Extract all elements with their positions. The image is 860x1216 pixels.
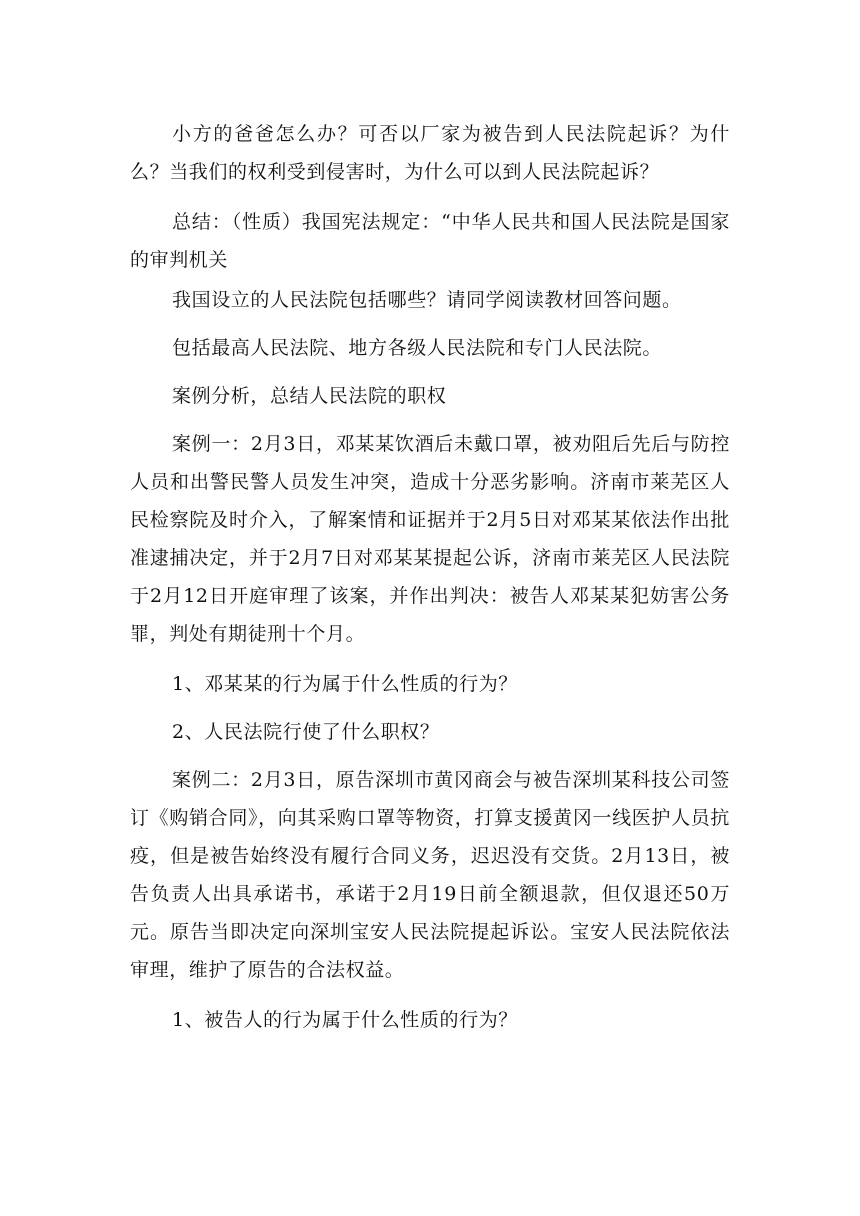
paragraph-case-analysis-heading: 案例分析，总结人民法院的职权: [172, 385, 447, 407]
paragraph-question-intro: 小方的爸爸怎么办？可否以厂家为被告到人民法院起诉？为什么？当我们的权利受到侵害时，为什么可以到人民法院起诉？: [130, 123, 730, 183]
paragraph-case-one-question-1: 1、邓某某的行为属于什么性质的行为？: [172, 673, 518, 695]
paragraph-case-two: 案例二：2月3日，原告深圳市黄冈商会与被告深圳某科技公司签订《购销合同》，向其采购口罩等物资，打算支援黄冈一线医护人员抗疫，但是被告始终没有履行合同义务，迟迟没有交货。2月13日，被告负责人出具承诺书，承诺于2月19日前全额退款，但仅退还50万元。原告当即决定向深圳宝安人民法院提起诉讼。宝安人民法院依法审理，维护了原告的合法权益。: [130, 769, 730, 981]
paragraph-case-one: 案例一：2月3日，邓某某饮酒后未戴口罩，被劝阻后先后与防控人员和出警民警人员发生冲突，造成十分恶劣影响。济南市莱芜区人民检察院及时介入，了解案情和证据并于2月5日对邓某某依法作出批准逮捕决定，并于2月7日对邓某某提起公诉，济南市莱芜区人民法院于2月12日开庭审理了该案，并作出判决：被告人邓某某犯妨害公务罪，判处有期徒刑十个月。: [130, 433, 730, 645]
paragraph-summary: 总结：（性质）我国宪法规定：“中华人民共和国人民法院是国家的审判机关: [130, 211, 730, 271]
paragraph-court-types-question: 我国设立的人民法院包括哪些？请同学阅读教材回答问题。: [172, 289, 682, 311]
paragraph-case-two-question-1: 1、被告人的行为属于什么性质的行为？: [172, 1009, 518, 1031]
paragraph-case-one-question-2: 2、人民法院行使了什么职权？: [172, 721, 440, 743]
paragraph-court-types-answer: 包括最高人民法院、地方各级人民法院和专门人民法院。: [172, 337, 663, 359]
document-body: [130, 115, 730, 1051]
